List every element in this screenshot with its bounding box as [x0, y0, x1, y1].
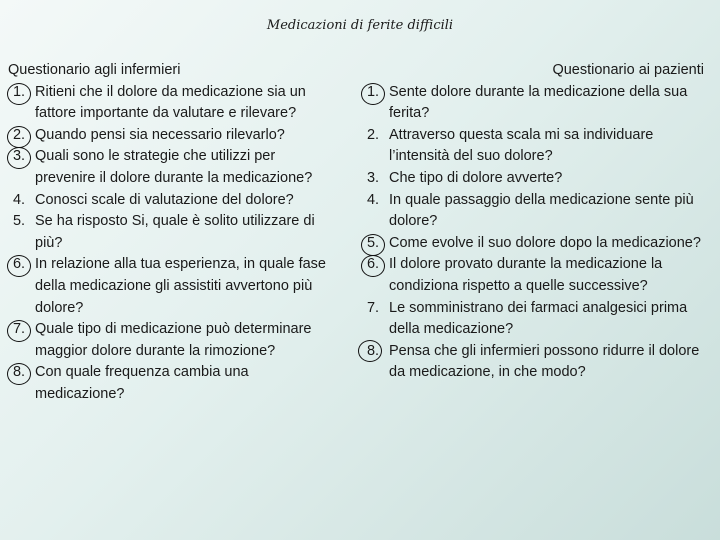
question-text: Il dolore provato durante la medicazione la condiziona rispetto a quelle successive?	[389, 256, 663, 294]
question-text: Con quale frequenza cambia una medicazione?	[35, 364, 249, 402]
question-text: Come evolve il suo dolore dopo la medicazione?	[389, 234, 701, 251]
question-text: Quali sono le strategie che utilizzi per prevenire il dolore durante la medicazione?	[35, 148, 313, 186]
patient-question-7	[362, 298, 704, 341]
nurse-question-8	[8, 362, 338, 405]
nurse-question-5	[8, 211, 338, 254]
patient-question-5	[362, 233, 704, 255]
question-number-circled: 1.	[362, 82, 384, 104]
patient-question-1	[362, 82, 704, 125]
question-text: Attraverso questa scala mi sa individuare l’intensità del suo dolore?	[389, 126, 654, 165]
nurse-question-4	[8, 190, 338, 212]
patient-question-3	[362, 168, 704, 190]
question-text: Sente dolore durante la medicazione della sua ferita?	[389, 83, 688, 122]
empty-circle-mark	[358, 340, 382, 362]
question-text: Se ha risposto Si, quale è solito utilizzare di più?	[35, 213, 315, 251]
question-number: 4.	[12, 191, 26, 208]
question-text: Ritieni che il dolore da medicazione sia un fattore importante da valutare e rilevare?	[35, 83, 306, 122]
question-text: Pensa che gli infermieri possono ridurre il dolore da medicazione, in che modo?	[389, 342, 700, 381]
nurse-question-1	[8, 82, 338, 125]
patient-question-6	[362, 254, 704, 297]
patient-question-4	[362, 190, 704, 233]
patient-question-8	[362, 341, 704, 384]
question-number-circled: 6.	[362, 254, 384, 276]
nurse-question-7	[8, 319, 338, 362]
question-number: 3.	[366, 169, 380, 186]
question-number-circled: 1.	[8, 82, 30, 104]
nurses-questionnaire	[8, 60, 338, 406]
nurse-question-2	[8, 125, 338, 147]
patients-question-list	[362, 82, 704, 384]
question-number-circled: 7.	[8, 319, 30, 341]
nurse-question-3	[8, 146, 338, 189]
patient-question-2	[362, 125, 704, 168]
question-text: Che tipo di dolore avverte?	[389, 169, 563, 186]
question-text: Quando pensi sia necessario rilevarlo?	[35, 126, 285, 143]
question-text: Le somministrano dei farmaci analgesici prima della medicazione?	[389, 299, 688, 338]
question-number-circled: 6.	[8, 254, 30, 276]
slide-title: Medicazioni di ferite difficili	[266, 18, 454, 33]
question-text: In quale passaggio della medicazione sente più dolore?	[389, 191, 694, 230]
question-text: In relazione alla tua esperienza, in quale fase della medicazione gli assistiti avvertono più dolore?	[35, 256, 326, 316]
question-text: Conosci scale di valutazione del dolore?	[35, 191, 294, 208]
question-number: 7.	[366, 299, 380, 316]
question-number-circled: 8.	[8, 362, 30, 384]
question-number-circled: 3.	[8, 146, 30, 168]
question-number: 8.	[366, 342, 380, 359]
patients-questionnaire	[362, 60, 704, 384]
question-number: 4.	[366, 191, 380, 208]
nurse-question-6	[8, 254, 338, 319]
patients-questionnaire-heading: Questionario ai pazienti	[552, 62, 704, 78]
question-number: 5.	[12, 213, 26, 230]
question-text: Quale tipo di medicazione può determinare maggior dolore durante la rimozione?	[35, 321, 312, 359]
question-number: 2.	[366, 126, 380, 143]
question-number-circled: 5.	[362, 233, 384, 255]
nurses-question-list	[8, 82, 338, 406]
nurses-questionnaire-heading: Questionario agli infermieri	[8, 62, 181, 78]
question-number-circled: 2.	[8, 125, 30, 147]
